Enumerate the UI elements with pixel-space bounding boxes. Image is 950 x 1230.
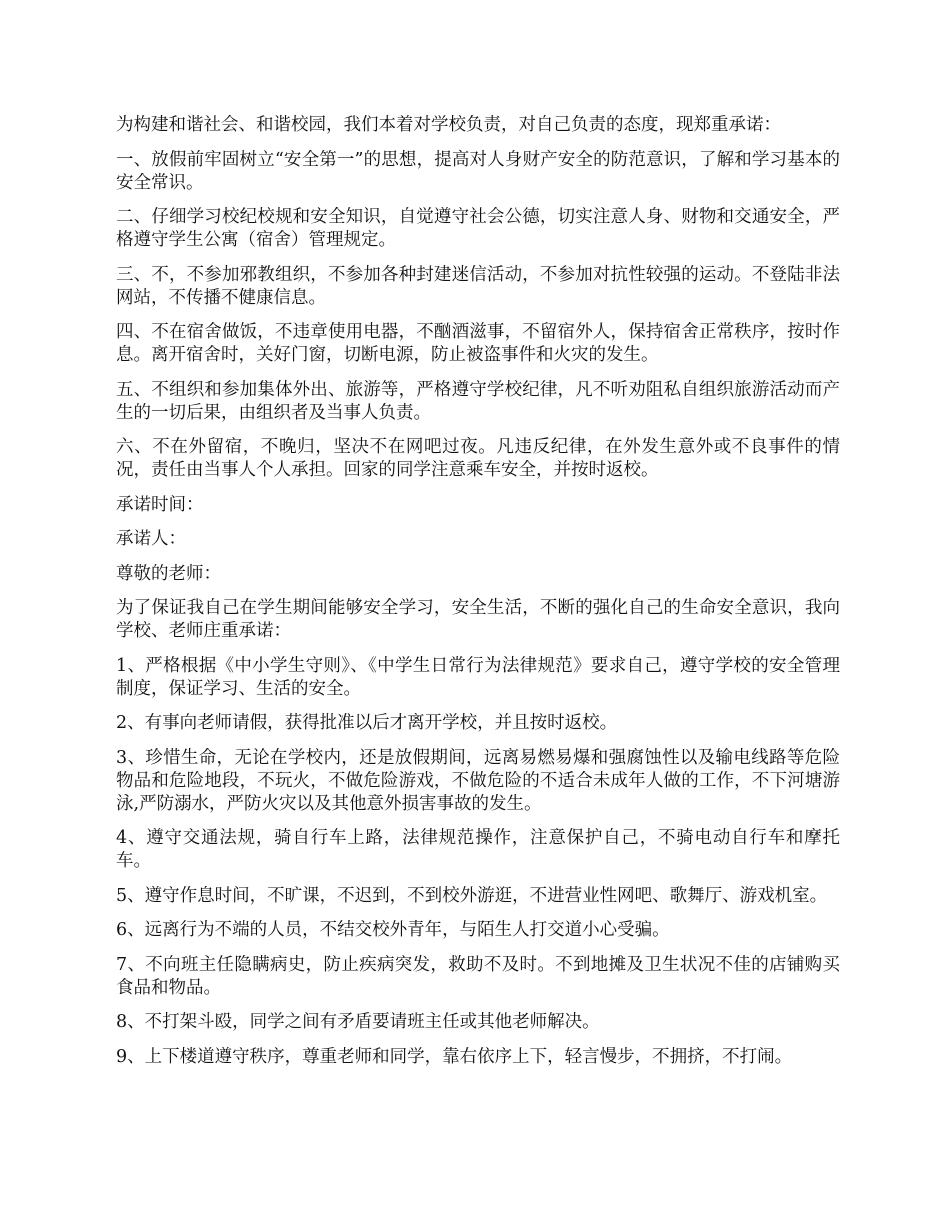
numbered-item-5: 5、遵守作息时间，不旷课，不迟到，不到校外游逛，不进营业性网吧、歌舞厅、游戏机室。 (116, 885, 828, 906)
document-body (116, 114, 840, 1080)
salutation: 尊敬的老师： (116, 563, 221, 584)
pledge-item-4: 四、不在宿舍做饭，不违章使用电器，不酗酒滋事，不留宿外人，保持宿舍正常秩序，按时作息。离开宿舍时，关好门窗，切断电源，防止被盗事件和火灾的发生。 (116, 322, 840, 365)
numbered-item-3: 3、珍惜生命，无论在学校内，还是放假期间，远离易燃易爆和强腐蚀性以及输电线路等危险物品和危险地段，不玩火，不做危险游戏，不做危险的不适合未成年人做的工作，不下河塘游泳,严防溺水，严防火灾以及其他意外损害事故的发生。 (116, 747, 840, 814)
numbered-item-9: 9、上下楼道遵守秩序，尊重老师和同学，靠右依序上下，轻言慢步，不拥挤，不打闹。 (116, 1046, 793, 1067)
numbered-item-6: 6、远离行为不端的人员，不结交校外青年，与陌生人打交道小心受骗。 (116, 920, 670, 940)
pledge-item-1: 一、放假前牢固树立“安全第一”的思想，提高对人身财产安全的防范意识，了解和学习基本的安全常识。 (116, 149, 840, 193)
pledge-item-2: 二、仔细学习校纪校规和安全知识，自觉遵守社会公德，切实注意人身、财物和交通安全，严格遵守学生公寓（宿舍）管理规定。 (116, 207, 840, 250)
numbered-item-7: 7、不向班主任隐瞒病史，防止疾病突发，救助不及时。不到地摊及卫生状况不佳的店铺购买食品和物品。 (116, 954, 840, 998)
numbered-item-2: 2、有事向老师请假，获得批准以后才离开学校，并且按时返校。 (116, 713, 618, 733)
second-intro-paragraph: 为了保证我自己在学生期间能够安全学习，安全生活，不断的强化自己的生命安全意识，我向学校、老师庄重承诺： (116, 598, 840, 641)
pledge-item-3: 三、不，不参加邪教组织，不参加各种封建迷信活动，不参加对抗性较强的运动。不登陆非法网站，不传播不健康信息。 (116, 264, 840, 308)
pledger-label: 承诺人： (116, 529, 186, 549)
pledge-item-6: 六、不在外留宿，不晚归，坚决不在网吧过夜。凡违反纪律，在外发生意外或不良事件的情况，责任由当事人个人承担。回家的同学注意乘车安全，并按时返校。 (116, 437, 840, 480)
intro-paragraph: 为构建和谐社会、和谐校园，我们本着对学校负责，对自己负责的态度，现郑重承诺： (116, 115, 781, 135)
numbered-item-8: 8、不打架斗殴，同学之间有矛盾要请班主任或其他老师解决。 (116, 1012, 600, 1032)
pledge-item-5: 五、不组织和参加集体外出、旅游等，严格遵守学校纪律，凡不听劝阻私自组织旅游活动而产生的一切后果，由组织者及当事人负责。 (116, 379, 840, 423)
numbered-item-1: 1、严格根据《中小学生守则》、《中学生日常行为法律规范》要求自己，遵守学校的安全管理制度，保证学习、生活的安全。 (116, 655, 840, 699)
numbered-item-4: 4、遵守交通法规，骑自行车上路，法律规范操作，注意保护自己，不骑电动自行车和摩托车。 (116, 828, 840, 871)
pledge-date-label: 承诺时间： (116, 494, 204, 515)
